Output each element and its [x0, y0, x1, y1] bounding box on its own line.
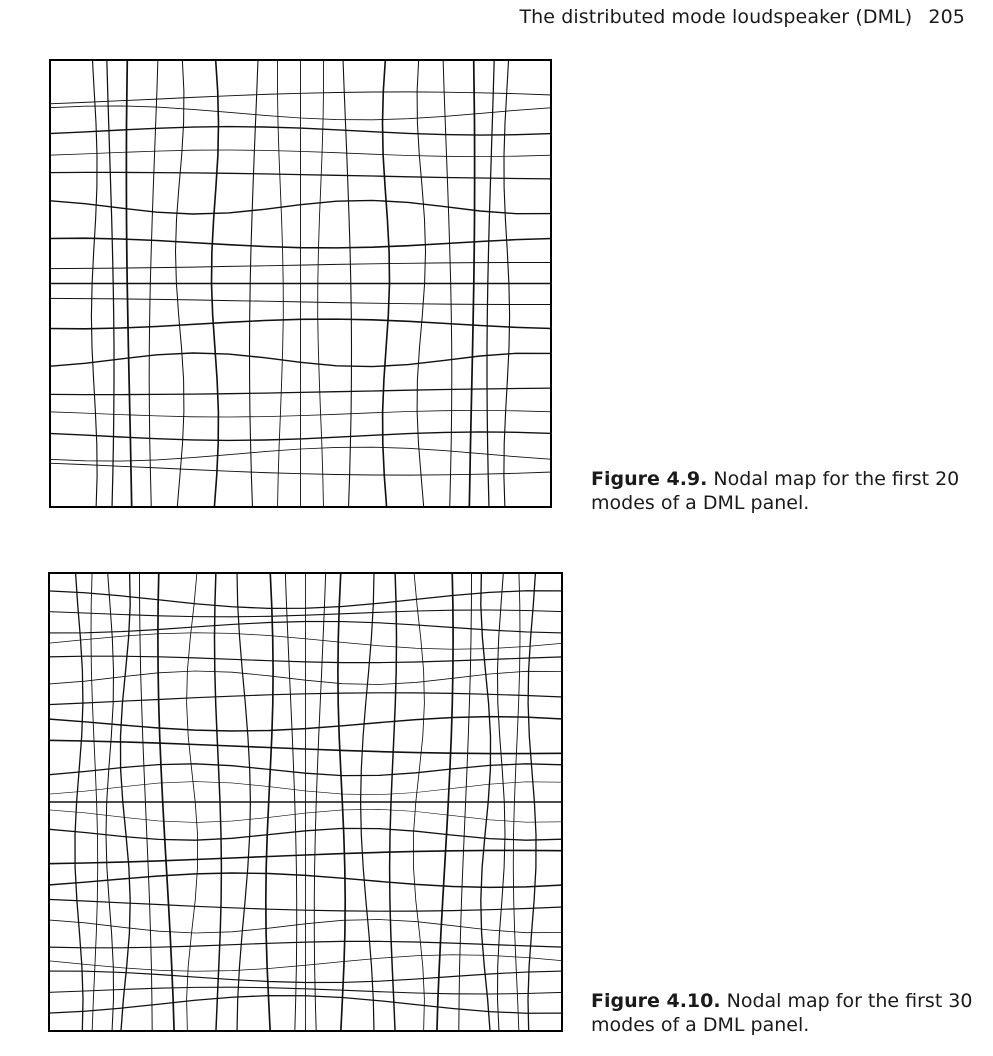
figure-4-9-caption [591, 467, 981, 515]
running-title: The distributed mode loudspeaker (DML) [519, 6, 913, 28]
nodal-lines [49, 59, 552, 508]
nodal-lines [48, 572, 563, 1032]
figure-4-10-caption [591, 989, 981, 1037]
figure-4-9-caption-text: Nodal map for the first 20 modes of a DML panel. [591, 468, 960, 514]
page-number: 205 [928, 6, 965, 28]
figure-4-9-label: Figure 4.9. [591, 468, 708, 490]
figure-4-9-nodal-map [49, 59, 552, 508]
nodal-map-30-modes [48, 572, 563, 1032]
figure-4-10-caption-text: Nodal map for the first 30 modes of a DML panel. [591, 990, 973, 1036]
running-header [519, 6, 965, 28]
nodal-map-20-modes [49, 59, 552, 508]
figure-4-10-nodal-map [48, 572, 563, 1032]
figure-4-10-label: Figure 4.10. [591, 990, 721, 1012]
